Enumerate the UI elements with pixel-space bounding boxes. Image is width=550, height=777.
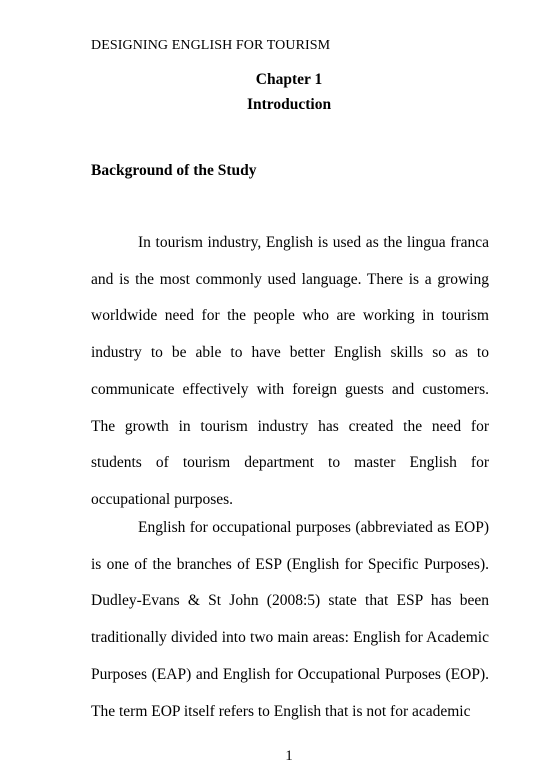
chapter-title: Introduction [246, 96, 332, 113]
running-header: DESIGNING ENGLISH FOR TOURISM [91, 38, 331, 53]
page-number: 1 [285, 748, 293, 764]
section-heading: Background of the Study [91, 162, 257, 179]
chapter-number: Chapter 1 [255, 71, 323, 88]
body-paragraph-2: English for occupational purposes (abbreviated as EOP) is one of the branches of ESP (English for Specific Purposes). Dudley-Evans & St John (2008:5) state that ESP has been traditionally divided into two main areas: English for Academic Purposes (EAP) and English for Occupational Purposes (EOP). The term EOP itself refers to English that is not for academic [91, 519, 489, 720]
body-paragraph-1: In tourism industry, English is used as the lingua franca and is the most commonly used language. There is a growing worldwide need for the people who are working in tourism industry to be able to have better English skills so as to communicate effectively with foreign guests and customers. The growth in tourism industry has created the need for students of tourism department to master English for occupational purposes. [91, 234, 489, 508]
